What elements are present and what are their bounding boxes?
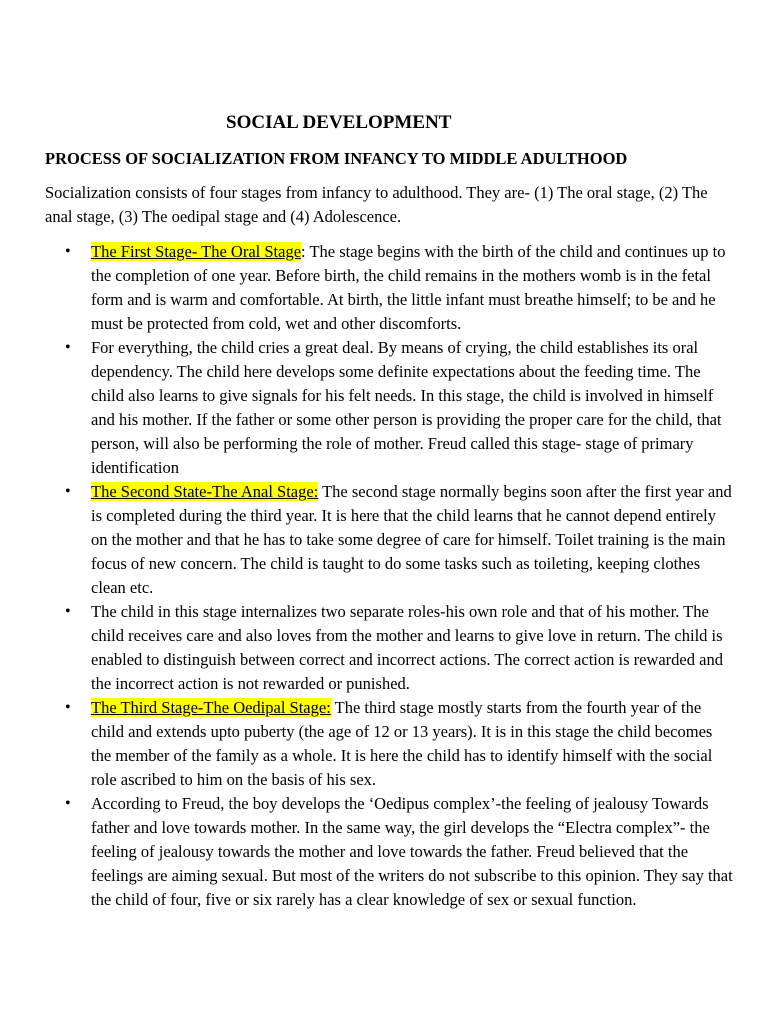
bullet-dot-icon: • (65, 483, 71, 500)
bullet-dot-icon: • (65, 603, 71, 620)
stage-text: For everything, the child cries a great deal. By means of crying, the child establishes its oral dependency. The child here develops some definite expectations about the feeding time. The child also learns to give signals for his felt needs. In this stage, the child is involved in himself and his mother. If the father or some other person is providing the proper care for the child, that person, will also be performing the role of mother. Freud called this stage- stage of primary identification (91, 338, 722, 477)
list-item (45, 696, 735, 792)
list-item (45, 792, 735, 912)
bullet-dot-icon: • (65, 699, 71, 716)
intro-paragraph: Socialization consists of four stages from infancy to adulthood. They are- (1) The oral stage, (2) The anal stage, (3) The oedipal stage and (4) Adolescence. (45, 183, 708, 226)
stage-text: According to Freud, the boy develops the ‘Oedipus complex’-the feeling of jealousy Towards father and love towards mother. In the same way, the girl develops the “Electra complex”- the feeling of jealousy towards the mother and love towards the father. Freud believed that the feelings are aiming sexual. But most of the writers do not subscribe to this opinion. They say that the child of four, five or six rarely has a clear knowledge of sex or sexual function. (91, 794, 733, 909)
document-title: SOCIAL DEVELOPMENT (226, 112, 452, 133)
bullet-dot-icon: • (65, 243, 71, 260)
list-item (45, 240, 735, 336)
list-item (45, 600, 735, 696)
bullet-dot-icon: • (65, 795, 71, 812)
stage-text: : The stage begins with the birth of the child and continues up to the completion of one year. Before birth, the child remains in the mothers womb is in the fetal form and is warm and comfortable. At birth, the little infant must breathe himself; to be and he must be protected from cold, wet and other discomforts. (91, 242, 726, 333)
stage-text: The child in this stage internalizes two separate roles-his own role and that of his mother. The child receives care and also loves from the mother and learns to give love in return. The child is enabled to distinguish between correct and incorrect actions. The correct action is rewarded and the incorrect action is not rewarded or punished. (91, 602, 723, 693)
bullet-dot-icon: • (65, 339, 71, 356)
list-item (45, 336, 735, 480)
stage-bullet-list (45, 240, 735, 912)
stage-heading: The Third Stage-The Oedipal Stage: (91, 698, 331, 717)
document-subtitle: PROCESS OF SOCIALIZATION FROM INFANCY TO MIDDLE ADULTHOOD (45, 149, 628, 168)
stage-heading: The First Stage- The Oral Stage (91, 242, 302, 261)
stage-heading: The Second State-The Anal Stage: (91, 482, 319, 501)
stage-text: The third stage mostly starts from the fourth year of the child and extends upto puberty (the age of 12 or 13 years). It is in this stage the child becomes the member of the family as a whole. It is here the child has to identify himself with the social role ascribed to him on the basis of his sex. (91, 698, 713, 789)
stage-text: The second stage normally begins soon after the first year and is completed during the third year. It is here that the child learns that he cannot depend entirely on the mother and that he has to take some degree of care for himself. Toilet training is the main focus of new concern. The child is taught to do some tasks such as toileting, keeping clothes clean etc. (91, 482, 732, 597)
list-item (45, 480, 735, 600)
